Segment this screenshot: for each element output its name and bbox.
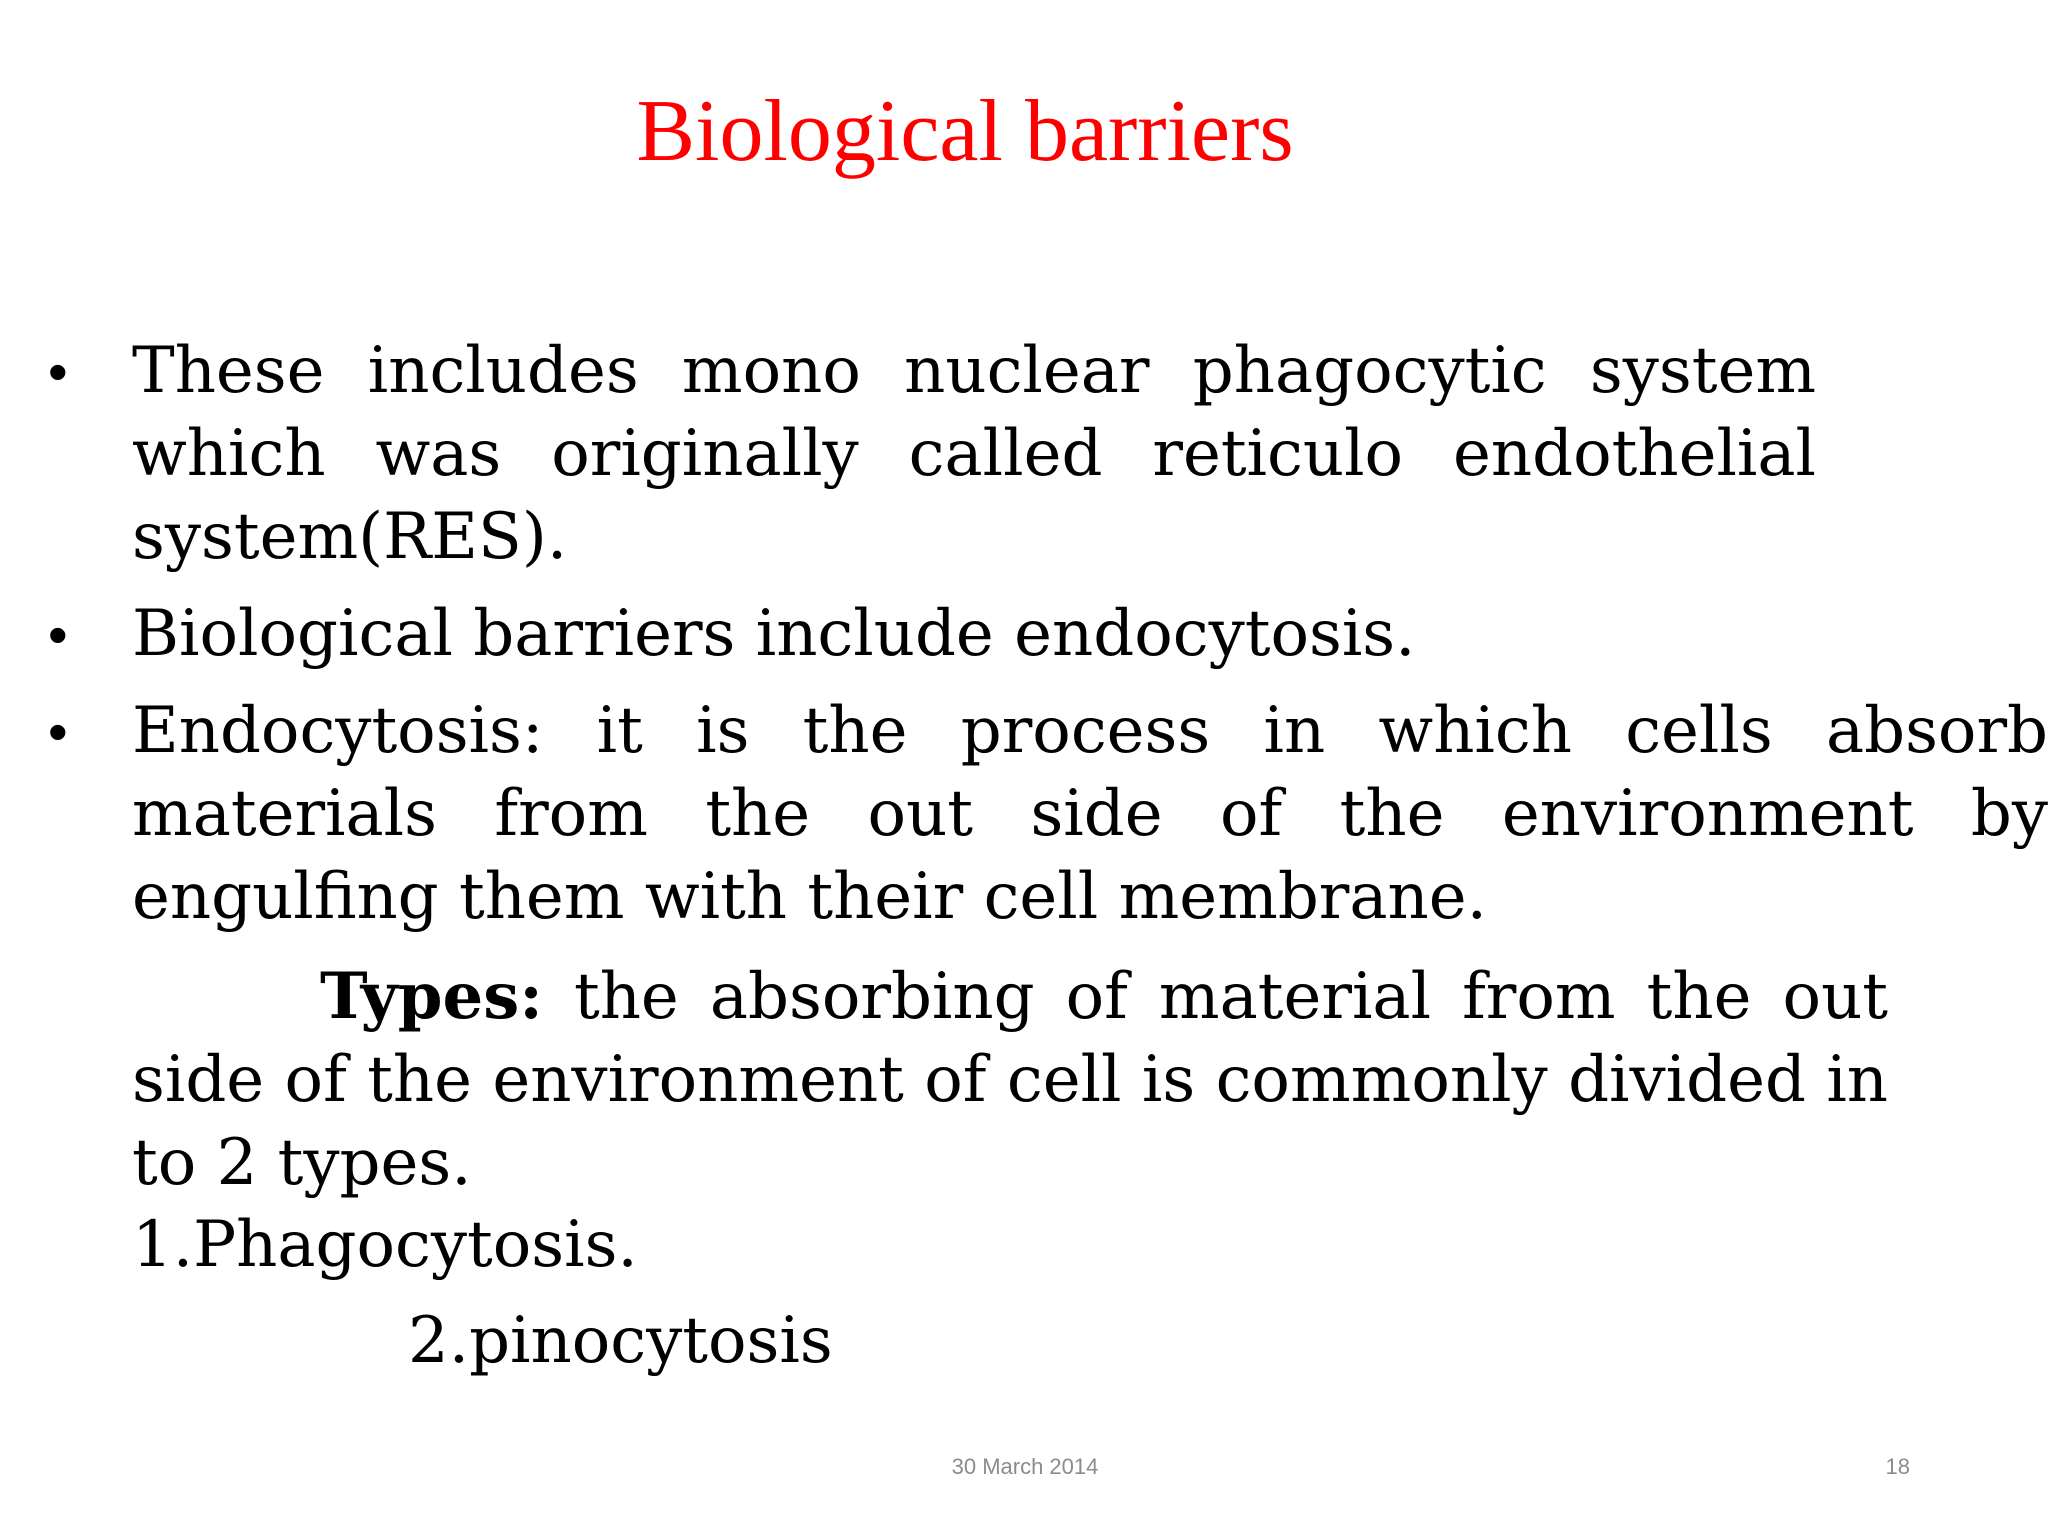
bullet-text: Biological barriers include endocytosis. xyxy=(132,597,1416,671)
bullet-dot-icon: • xyxy=(48,340,68,403)
types-text: the absorbing of material from the out side of the environment of cell is commonly divided in to 2 types. xyxy=(132,960,1888,1200)
types-paragraph xyxy=(132,955,1888,1205)
footer-date: 30 March 2014 xyxy=(951,1454,1099,1479)
bullet-text: Endocytosis: it is the process in which cells absorb materials from the out side of the environment by engulfing them with their cell membrane. xyxy=(132,694,2048,934)
footer-page-number: 18 xyxy=(1885,1454,1910,1479)
bullet-item xyxy=(48,593,1816,676)
bullet-dot-icon: • xyxy=(48,603,68,666)
bullet-text: These includes mono nuclear phagocytic system which was originally called reticulo endothelial system(RES). xyxy=(132,334,1816,574)
bullet-dot-icon: • xyxy=(48,700,68,763)
types-list-item-1: 1.Phagocytosis. xyxy=(132,1208,638,1282)
bullet-item xyxy=(48,690,2048,939)
slide-title: Biological barriers xyxy=(636,83,1294,180)
types-label: Types: xyxy=(320,959,543,1034)
bullet-list xyxy=(48,330,2048,939)
types-list-item-2: 2.pinocytosis xyxy=(408,1304,833,1378)
bullet-item xyxy=(48,330,1816,579)
